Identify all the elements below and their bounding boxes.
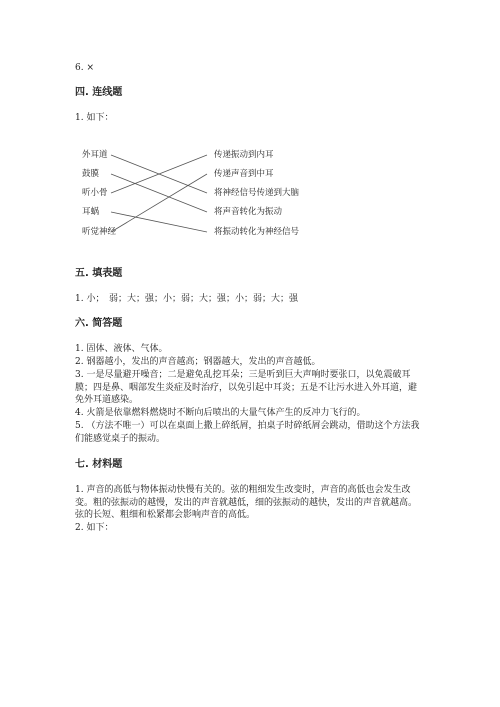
section-6-heading: 六. 简答题 [75,318,123,329]
section-7-item-2: 2. 如下： [75,523,114,533]
left-label: 听小骨 [82,188,108,198]
section-6-item-3: 3. 一是尽量避开噪音；二是避免乱挖耳朵；三是听到巨大声响时要张口，以免震破耳膜；四是鼻、咽部发生炎症及时治疗，以免引起中耳炎；五是不让污水进入外耳道，避免外耳道感染。 [75,370,418,405]
right-label: 传递声音到中耳 [214,169,274,179]
left-label: 耳蜗 [82,207,100,217]
match-line [111,212,207,232]
right-label: 将振动转化为神经信号 [214,227,300,237]
section-6-item-4: 4. 火箭是依靠燃料燃烧时不断向后喷出的大量气体产生的反冲力飞行的。 [75,408,366,418]
section-6-item-1: 1. 固体、液体、气体。 [75,344,168,354]
match-line [111,174,207,212]
right-label: 将声音转化为振动 [214,207,283,217]
matching-lines [0,0,500,260]
section-4-item-1: 1. 如下： [75,113,114,123]
section-5-item-1: 1. 小； 弱；大；强；小；弱；大；强；小；弱；大；强 [75,294,298,304]
section-7-item-1: 1. 声音的高低与物体振动快慢有关的。弦的粗细发生改变时，声音的高低也会发生改变。粗的弦振动的越慢，发出的声音就越低，细的弦振动的越快，发出的声音就越高。弦的长短、粗细和松紧都会影响声音的高低。 [75,485,418,520]
left-label: 外耳道 [82,150,108,160]
section-5-heading: 五. 填表题 [75,268,123,279]
right-label: 传递振动到内耳 [214,150,274,160]
answer-6: 6. × [75,63,94,73]
section-4-heading: 四. 连线题 [75,87,123,98]
section-7-heading: 七. 材料题 [75,459,123,470]
left-label: 听觉神经 [82,227,117,237]
right-label: 将神经信号传递到大脑 [214,188,300,198]
left-label: 鼓膜 [82,169,100,179]
match-line [111,174,207,232]
section-6-item-2: 2. 钢器越小，发出的声音越高；钢器越大，发出的声音越低。 [75,357,321,367]
section-6-item-5: 5. （方法不唯一）可以在桌面上撒上碎纸屑，拍桌子时碎纸屑会跳动，借助这个方法我们能感觉桌子的振动。 [75,421,420,444]
